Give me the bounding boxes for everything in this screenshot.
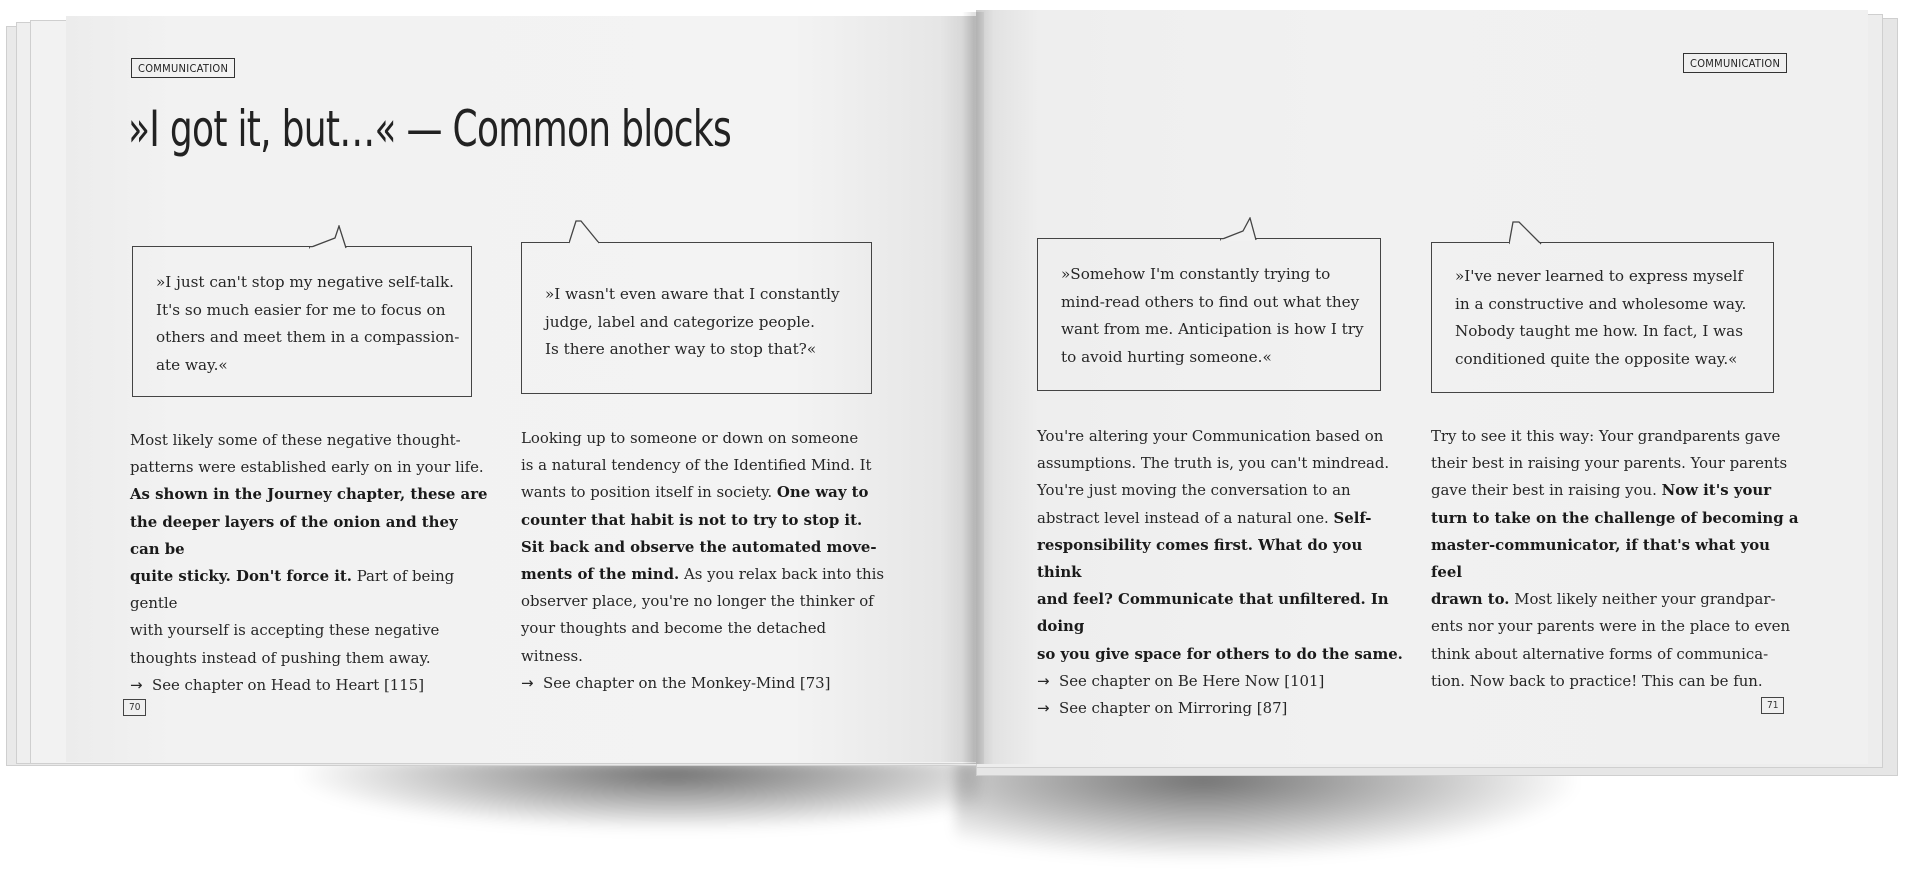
text-run: ents nor your parents were in the place to even xyxy=(1431,617,1791,636)
chapter-reference-link[interactable] xyxy=(1037,668,1407,695)
quote-line: »I wasn't even aware that I constantly xyxy=(545,285,840,303)
text-run: You're altering your Communication based on xyxy=(1037,427,1384,445)
bold-text: quite sticky. Don't force it. xyxy=(130,567,352,586)
speech-bubble-tail xyxy=(309,225,349,249)
book-gutter xyxy=(962,12,984,764)
bold-text: and feel? Communicate that unfiltered. In doing xyxy=(1037,590,1389,636)
body-line xyxy=(521,615,891,669)
quote-line: Nobody taught me how. In fact, I was xyxy=(1455,322,1744,340)
quote-bubble xyxy=(521,242,872,394)
text-run: your thoughts and become the detached witness. xyxy=(521,619,827,665)
body-line xyxy=(1431,613,1801,640)
body-line xyxy=(521,534,891,561)
text-run: Most likely some of these negative thought- xyxy=(130,431,461,449)
reference-label: See chapter on Be Here Now [101] xyxy=(1059,671,1325,690)
text-run: tion. Now back to practice! This can be fun. xyxy=(1431,671,1763,690)
body-line xyxy=(1037,450,1407,477)
body-line xyxy=(1037,477,1407,504)
text-run: patterns were established early on in your life. xyxy=(130,458,484,477)
book-shadow-left xyxy=(300,760,980,830)
body-line xyxy=(1431,423,1801,450)
body-line xyxy=(1431,668,1801,695)
body-line xyxy=(130,509,490,563)
quote-line: conditioned quite the opposite way.« xyxy=(1455,349,1738,368)
reference-label: See chapter on Mirroring [87] xyxy=(1059,699,1288,718)
body-column xyxy=(1431,423,1801,695)
body-line xyxy=(521,561,891,588)
arrow-right-icon: → xyxy=(130,675,143,694)
bold-text: master-communicator, if that's what you feel xyxy=(1431,535,1771,582)
page-title: »I got it, but…« — Common blocks xyxy=(128,100,732,158)
text-run: assumptions. The truth is, you can't mindread. xyxy=(1037,454,1390,473)
text-run: You're just moving the conversation to an xyxy=(1037,481,1351,500)
quote-line: to avoid hurting someone.« xyxy=(1061,347,1272,366)
chapter-tag: COMMUNICATION xyxy=(1683,53,1787,73)
text-run: gave their best in raising you. xyxy=(1431,481,1662,500)
text-run: Part of being gentle xyxy=(130,567,455,613)
arrow-right-icon: → xyxy=(1037,671,1050,690)
bold-text: Sit back and observe the automated move- xyxy=(521,537,877,556)
body-column xyxy=(521,425,891,697)
page-number: 70 xyxy=(123,699,146,716)
body-line xyxy=(1037,532,1407,586)
quote-text xyxy=(545,281,871,364)
page-number: 71 xyxy=(1761,697,1784,714)
arrow-right-icon: → xyxy=(521,673,534,692)
text-run: their best in raising your parents. Your parents xyxy=(1431,454,1788,473)
body-line xyxy=(130,454,490,481)
body-line xyxy=(521,507,891,534)
body-line xyxy=(1431,641,1801,668)
chapter-reference-link[interactable] xyxy=(1037,695,1407,722)
quote-line: mind-read others to find out what they xyxy=(1061,292,1360,311)
text-run: wants to position itself in society. xyxy=(521,483,777,502)
body-line xyxy=(1037,423,1407,450)
bold-text: so you give space for others to do the same. xyxy=(1037,644,1403,663)
quote-line: »Somehow I'm constantly trying to xyxy=(1061,265,1331,283)
body-line xyxy=(1037,505,1407,532)
quote-line: others and meet them in a compassion- xyxy=(156,328,460,346)
reference-label: See chapter on Head to Heart [115] xyxy=(152,675,425,694)
body-column xyxy=(130,427,490,699)
reference-label: See chapter on the Monkey-Mind [73] xyxy=(543,673,831,692)
body-line xyxy=(130,563,490,617)
quote-line: »I just can't stop my negative self-talk. xyxy=(156,273,454,291)
bold-text: ments of the mind. xyxy=(521,565,680,584)
bold-text: the deeper layers of the onion and they can be xyxy=(130,512,458,558)
speech-bubble-tail xyxy=(1509,221,1549,245)
body-line xyxy=(1037,586,1407,640)
body-line xyxy=(521,479,891,506)
text-run: Try to see it this way: Your grandparents gave xyxy=(1431,427,1781,445)
body-line xyxy=(521,588,891,615)
quote-line: want from me. Anticipation is how I try xyxy=(1061,320,1364,338)
bold-text: drawn to. xyxy=(1431,590,1510,609)
text-run: think about alternative forms of communica- xyxy=(1431,644,1769,663)
arrow-right-icon: → xyxy=(1037,699,1050,718)
bold-text: counter that habit is not to try to stop it. xyxy=(521,510,863,529)
chapter-reference-link[interactable] xyxy=(130,672,490,699)
body-line xyxy=(521,452,891,479)
text-run: Most likely neither your grandpar- xyxy=(1509,590,1776,609)
body-line xyxy=(130,427,490,454)
text-run: observer place, you're no longer the thinker of xyxy=(521,592,874,611)
bold-text: turn to take on the challenge of becoming a xyxy=(1431,508,1799,527)
quote-text xyxy=(1061,261,1380,371)
quote-text xyxy=(1455,263,1773,373)
body-line xyxy=(1431,532,1801,586)
bold-text: Now it's your xyxy=(1661,481,1772,500)
body-line xyxy=(1431,505,1801,532)
text-run: with yourself is accepting these negative xyxy=(130,621,440,640)
quote-bubble xyxy=(1431,242,1774,393)
quote-line: »I've never learned to express myself xyxy=(1455,267,1744,285)
text-run: abstract level instead of a natural one. xyxy=(1037,508,1334,527)
body-line xyxy=(1431,586,1801,613)
chapter-reference-link[interactable] xyxy=(521,670,891,697)
body-line xyxy=(130,481,490,508)
text-run: is a natural tendency of the Identified Mind. It xyxy=(521,456,872,475)
text-run: As you relax back into this xyxy=(679,565,885,584)
quote-bubble xyxy=(132,246,472,397)
speech-bubble-tail xyxy=(1220,217,1260,241)
body-line xyxy=(1431,450,1801,477)
body-line xyxy=(130,645,490,672)
body-column xyxy=(1037,423,1407,722)
body-line xyxy=(1431,477,1801,504)
body-line xyxy=(130,617,490,644)
quote-line: judge, label and categorize people. xyxy=(545,312,815,331)
text-run: Looking up to someone or down on someone xyxy=(521,429,859,447)
body-line xyxy=(1037,641,1407,668)
body-line xyxy=(521,425,891,452)
bold-text: As shown in the Journey chapter, these are xyxy=(130,485,488,504)
chapter-tag: COMMUNICATION xyxy=(131,58,235,78)
quote-line: It's so much easier for me to focus on xyxy=(156,300,446,319)
quote-line: Is there another way to stop that?« xyxy=(545,340,817,358)
bold-text: Self- xyxy=(1333,508,1372,527)
quote-text xyxy=(156,269,471,379)
text-run: thoughts instead of pushing them away. xyxy=(130,648,431,667)
quote-line: in a constructive and wholesome way. xyxy=(1455,294,1747,313)
quote-line: ate way.« xyxy=(156,355,228,374)
bold-text: One way to xyxy=(776,483,869,502)
bold-text: responsibility comes first. What do you think xyxy=(1037,535,1363,582)
speech-bubble-tail xyxy=(569,220,609,244)
quote-bubble xyxy=(1037,238,1381,391)
